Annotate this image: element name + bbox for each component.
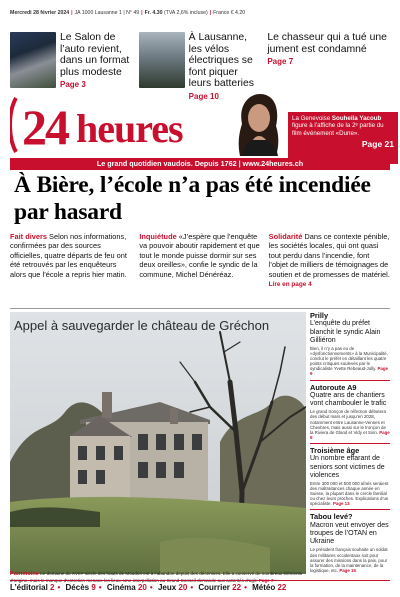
svg-text:heures: heures (76, 106, 183, 151)
sidebar-divider (310, 509, 390, 510)
sidebar-divider (310, 443, 390, 444)
teaser-photo-velos (139, 32, 185, 88)
svg-text:24: 24 (22, 99, 68, 155)
newspaper-logo (10, 94, 248, 156)
sidebar-keyword: Tabou levé? (310, 512, 353, 522)
sidebar-divider (310, 380, 390, 381)
issue-france-price: France € 4.20 (213, 10, 246, 16)
index-item-courrier[interactable]: Courrier 22 (198, 583, 242, 592)
teaser-page: Page 7 (267, 57, 294, 66)
news-sidebar (310, 312, 390, 580)
page-index-bar: L’éditorial 2 • Décès 9 • Cinéma 20 • Jeux 20 • Courrier 22 • Météo 22 (10, 580, 390, 594)
index-item-cinema[interactable]: Cinéma 20 (106, 583, 147, 592)
sidebar-body: Le grand tronçon de réfection débutera des début mars et jusqu’en 2028, notamment entre Lausanne-Vennes et Chexbres, mais aussi sur le tronçon de la Riviera de Gland et Vidy et Sion. (310, 409, 386, 435)
promo-name: Souheila Yacoub (331, 115, 382, 122)
teaser-text: Le Salon de l’auto revient, dans un format plus modeste (60, 32, 130, 78)
issue-info-line: Mercredi 28 février 2024 | JA 1000 Lausanne 1 | N° 49 | Fr. 4.30 (TVA 2,6% incluse) | France € 4.20 (10, 10, 246, 16)
tagline-bar: Le grand quotidien vaudois. Depuis 1762 | www.24heures.ch (10, 158, 390, 170)
sidebar-body: Bien, il n’y a pas eu de «dysfonctionnements» à la Municipalité, conclut le préfet en détaillant les quatre points critiques soulevés par le syndicaliste Yvette Rebeaud-Jolly. (310, 346, 388, 372)
issue-number: JA 1000 Lausanne 1 | N° 49 (74, 10, 140, 16)
teaser-row (10, 32, 390, 101)
promo-portrait (228, 94, 288, 156)
column-text: Selon nos informations, confirmées par des sources officielles, quatre départs de feu ont été retrouvés par les enquêteurs alors que l’école a repris hier matin. (10, 232, 127, 279)
teaser-text: À Lausanne, les vélos électriques se font piquer leurs batteries (188, 32, 254, 89)
sidebar-headline: Quatre ans de chantiers vont chambouler le trafic (310, 391, 387, 408)
caption-keyword: Patrimoine (10, 571, 39, 577)
index-item-editorial[interactable]: L’éditorial 2 (10, 583, 55, 592)
sidebar-headline: Macron veut envoyer des troupes de l’OTAN en Ukraine (310, 521, 389, 546)
teaser-page: Page 10 (188, 91, 219, 101)
teaser-salon-auto[interactable] (10, 32, 133, 90)
section-divider (10, 308, 390, 309)
issue-price: Fr. 4.30 (144, 10, 163, 16)
teaser-photo-salon (10, 32, 56, 88)
sidebar-page: Page 13 (332, 501, 350, 507)
sidebar-body: Entre 300 000 et 500 000 aînés seraient des maltraitances chaque année en Suisse, la plupart dans le cercle familial ou chez leurs proches. Explications d’un spécialiste. (310, 480, 389, 507)
lead-columns (10, 232, 390, 306)
column-keyword: Inquiétude (139, 232, 177, 241)
teaser-chasseur[interactable] (267, 32, 390, 90)
index-item-jeux[interactable]: Jeux 20 (157, 583, 188, 592)
caption-page[interactable]: Page 7 (258, 577, 274, 583)
teaser-text: Le chasseur qui a tué une jument est condamné (267, 32, 387, 55)
teaser-page: Page 3 (60, 80, 86, 89)
promo-lead: La Genevoise (292, 115, 331, 122)
photo-headline[interactable]: Appel à sauvegarder le château de Gréchon (14, 318, 270, 333)
lead-column-fait-divers (10, 232, 131, 306)
column-keyword: Fait divers (10, 232, 47, 241)
issue-vat: (TVA 2,6% incluse) (163, 10, 208, 16)
column-text: Dans ce contexte pénible, les sociétés locales, qui ont quasi tout perdu dans l’incendie, font l’objet de milliers de témoignages de soutien et de promesses de matériel. (268, 232, 390, 279)
sidebar-item-tabou[interactable] (310, 513, 390, 572)
sidebar-headline: L’enquête du préfet blanchit le syndic Alain Gilliéron (310, 320, 381, 344)
sidebar-page: Page 15 (339, 567, 356, 573)
lead-column-inquietude (139, 232, 260, 306)
column-keyword: Solidarité (268, 232, 303, 241)
sidebar-headline: Un nombre effarant de seniors sont victimes de violences (310, 455, 385, 479)
sidebar-page: Page 5 (310, 429, 390, 440)
sidebar-item-troisieme-age[interactable] (310, 447, 390, 506)
lead-column-solidarite (269, 232, 390, 306)
sidebar-keyword: Prilly (310, 311, 329, 320)
caption-text: Le domaine du XVIIIᵉ siècle des hauts de Moudon est à l’abandon depuis des décennies. Elle a conservé de nombreux éléments d’origine, mais le manque d’entretien menace les lieux. Une interpellation au Grand Conseil demande aux autorités d’agir. (10, 571, 303, 583)
index-item-deces[interactable]: Décès 9 (65, 583, 96, 592)
sidebar-keyword: Autoroute A9 (310, 382, 357, 392)
sidebar-item-prilly[interactable] (310, 312, 390, 377)
read-more-link[interactable]: Lire en page 4 (268, 281, 312, 289)
masthead (10, 94, 394, 156)
promo-text: figure à l’affiche de la 2ᵉ partie du film événement «Dune». (292, 122, 384, 137)
promo-page: Page 21 (361, 139, 394, 150)
issue-date: Mercredi 28 février 2024 (10, 10, 70, 16)
chateau-photo (10, 312, 306, 574)
main-headline[interactable]: À Bière, l’école n’a pas été incendiée par hasard (14, 172, 371, 225)
sidebar-body: Le président français souhaite un soldat des militaires occidentaux soit pour assurer des missions dans la paix, pour la formation, de la maintenance, de la logistique, etc. (310, 547, 388, 573)
sidebar-page: Page 9 (310, 366, 388, 377)
sidebar-keyword: Troisième âge (310, 445, 360, 455)
promo-box[interactable] (288, 112, 398, 164)
sidebar-item-autoroute[interactable] (310, 384, 390, 440)
index-item-meteo[interactable]: Météo 22 (252, 583, 287, 592)
column-text: «J’espère que l’enquête va pouvoir aboutir rapidement et que tout le monde puisse dormir sur ses deux oreilles», confie le syndic de la commune, Michel Dénéréaz. (139, 232, 260, 279)
main-photo[interactable] (10, 312, 306, 574)
teaser-velos[interactable] (139, 32, 262, 101)
